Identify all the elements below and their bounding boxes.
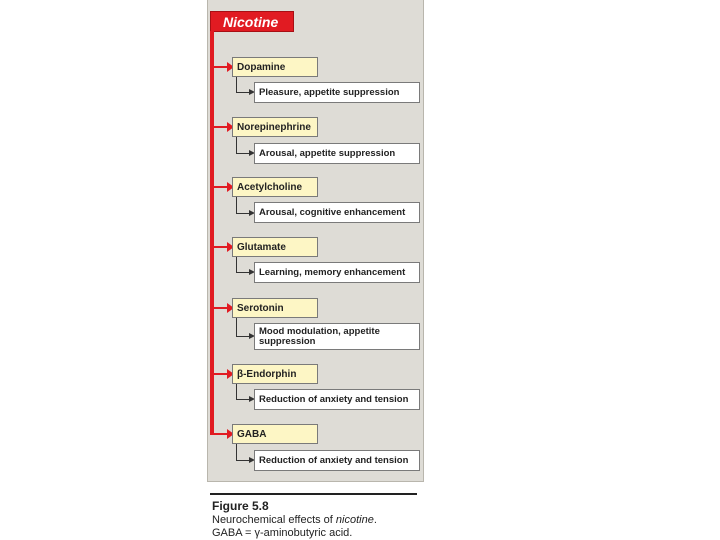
caption-text-end: . xyxy=(373,514,377,526)
effect-norepinephrine: Arousal, appetite suppression xyxy=(254,143,420,164)
transmitter-serotonin: Serotonin xyxy=(232,298,318,318)
red-arrow-icon xyxy=(214,307,232,309)
connector-line xyxy=(236,444,237,460)
effect-beta-endorphin: Reduction of anxiety and tension xyxy=(254,389,420,410)
arrow-right-icon xyxy=(236,336,252,337)
connector-line xyxy=(236,318,237,336)
transmitter-dopamine: Dopamine xyxy=(232,57,318,77)
caption-emphasis: nicotine xyxy=(335,514,374,526)
effect-serotonin: Mood modulation, appetite suppression xyxy=(254,323,420,350)
red-arrow-icon xyxy=(214,66,232,68)
transmitter-glutamate: Glutamate xyxy=(232,237,318,257)
caption-line-2: GABA = γ-aminobutyric acid. xyxy=(212,527,353,539)
red-arrow-icon xyxy=(214,186,232,188)
diagram-title: Nicotine xyxy=(210,11,294,32)
effect-gaba: Reduction of anxiety and tension xyxy=(254,450,420,471)
transmitter-gaba: GABA xyxy=(232,424,318,444)
arrow-right-icon xyxy=(236,399,252,400)
arrow-right-icon xyxy=(236,92,252,93)
connector-line xyxy=(236,197,237,213)
arrow-right-icon xyxy=(236,153,252,154)
caption-text-start: Neurochemical effects of xyxy=(212,514,336,526)
effect-acetylcholine: Arousal, cognitive enhancement xyxy=(254,202,420,223)
red-arrow-icon xyxy=(214,433,232,435)
caption-divider xyxy=(210,493,417,495)
red-arrow-icon xyxy=(214,373,232,375)
arrow-right-icon xyxy=(236,460,252,461)
arrow-right-icon xyxy=(236,272,252,273)
transmitter-beta-endorphin: β-Endorphin xyxy=(232,364,318,384)
effect-dopamine: Pleasure, appetite suppression xyxy=(254,82,420,103)
transmitter-acetylcholine: Acetylcholine xyxy=(232,177,318,197)
connector-line xyxy=(236,384,237,399)
connector-line xyxy=(236,137,237,153)
figure-label: Figure 5.8 xyxy=(212,499,269,513)
connector-line xyxy=(236,257,237,272)
red-arrow-icon xyxy=(214,126,232,128)
figure-caption xyxy=(212,514,422,540)
red-arrow-icon xyxy=(214,246,232,248)
connector-line xyxy=(236,77,237,92)
transmitter-norepinephrine: Norepinephrine xyxy=(232,117,318,137)
effect-glutamate: Learning, memory enhancement xyxy=(254,262,420,283)
arrow-right-icon xyxy=(236,213,252,214)
